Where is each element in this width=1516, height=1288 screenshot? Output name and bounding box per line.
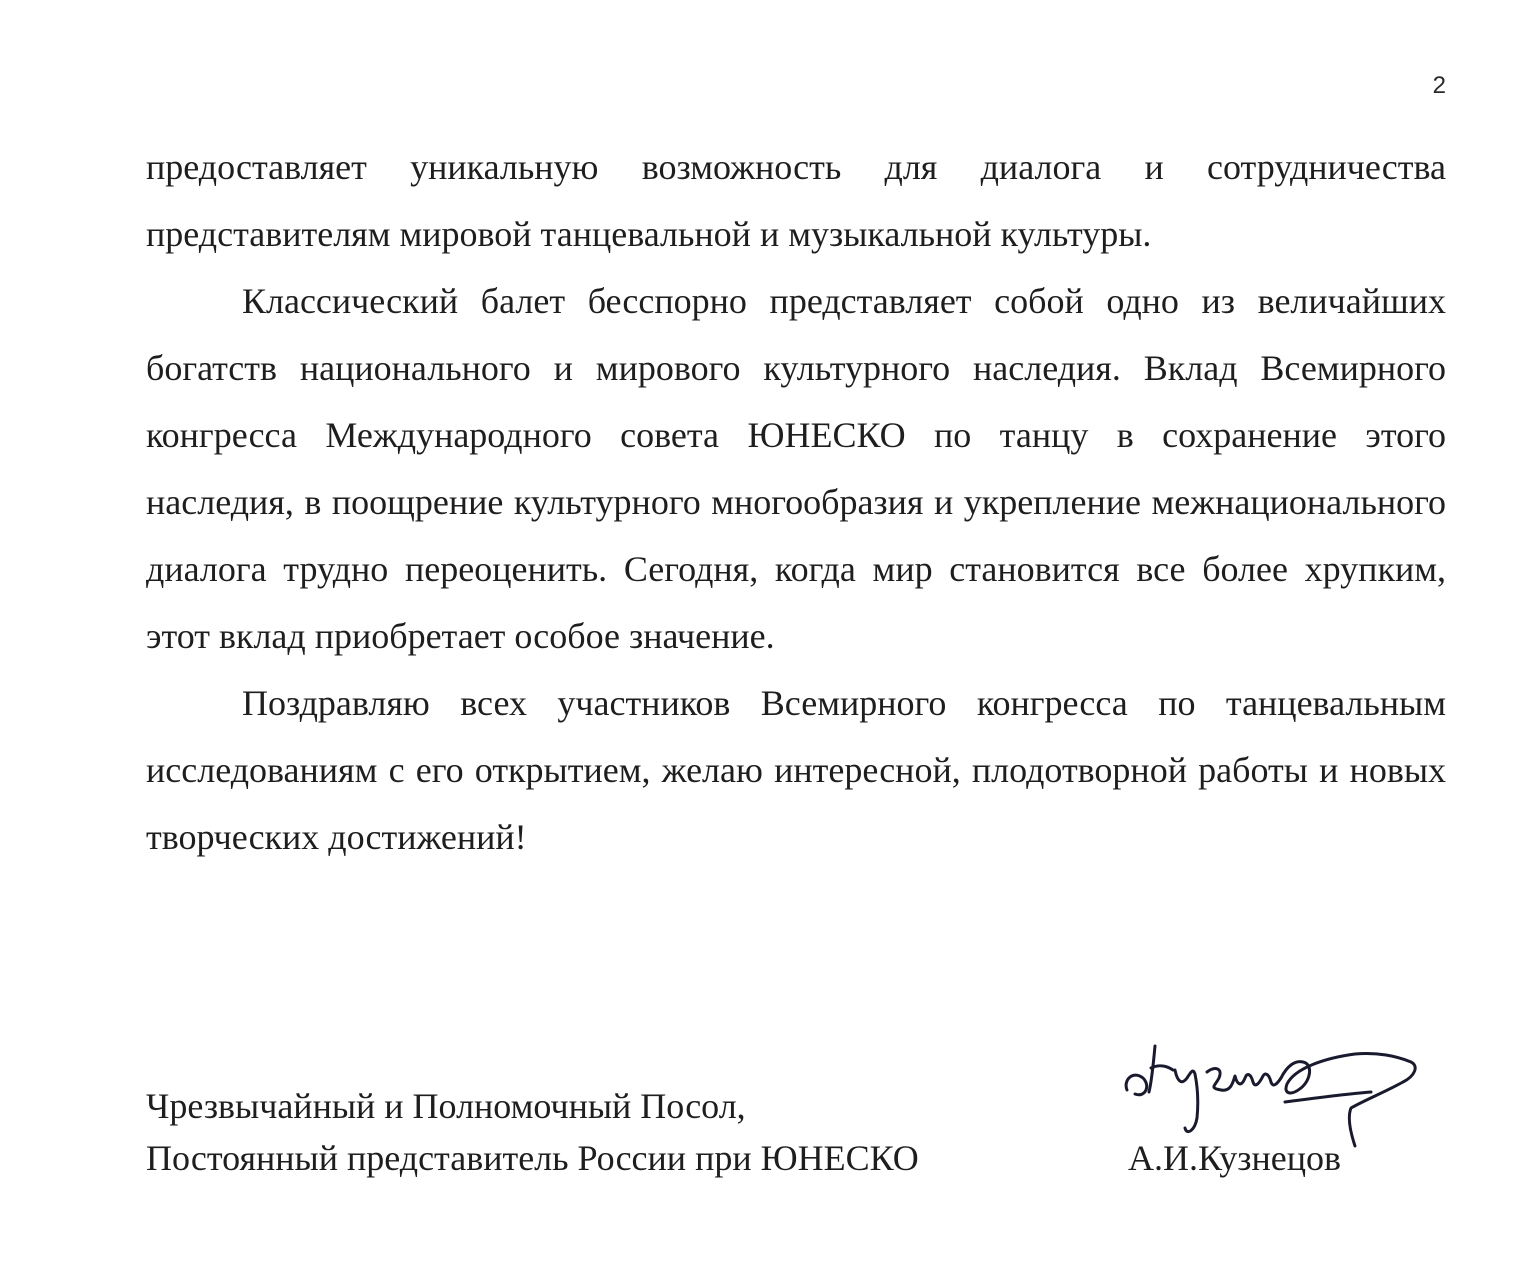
signatory-title-line-1: Чрезвычайный и Полномочный Посол, [146,1086,746,1126]
signature-stroke-underline [1285,1092,1371,1102]
paragraph-1: предоставляет уникальную возможность для диалога и сотрудничества представителям мировой танцевальной и музыкальной культуры. [146,147,1446,254]
signature-stroke-letters [1175,1069,1281,1132]
paragraph-3: Поздравляю всех участников Всемирного конгресса по танцевальным исследованиям с его открытием, желаю интересной, плодотворной работы и новых творческих достижений! [146,683,1446,857]
signatory-title-line-2: Постоянный представитель России при ЮНЕСКО [146,1138,919,1178]
paragraph-2: Классический балет бесспорно представляет собой одно из величайших богатств национального и мирового культурного наследия. Вклад Всемирного конгресса Международного совета ЮНЕСКО по танцу в сохранение этого наследия, в поощрение культурного многообразия и укрепление межнационального диалога трудно переоценить. Сегодня, когда мир становится все более хрупким, этот вклад приобретает особое значение. [146,281,1446,656]
signatory-title [146,1080,919,1184]
signer-name: А.И.Кузнецов [1128,1138,1342,1178]
letter-body [146,134,1446,871]
page-number: 2 [1432,72,1446,99]
signature-stroke-a [1126,1046,1173,1095]
